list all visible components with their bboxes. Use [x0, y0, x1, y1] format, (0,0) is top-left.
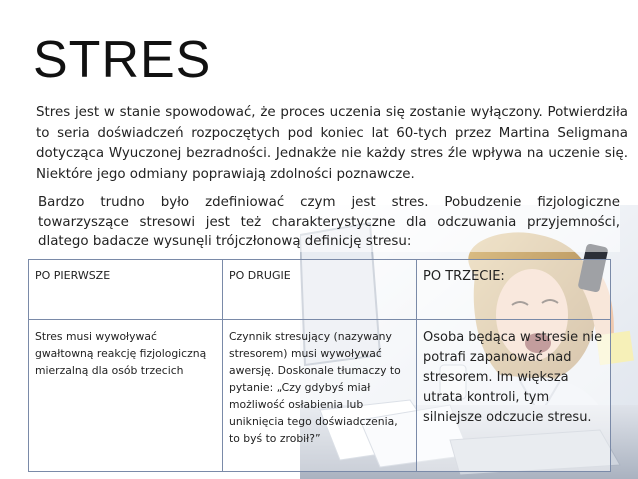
table-header-row	[29, 260, 611, 320]
cell-second: Czynnik stresujący (nazywany stresorem) musi wywoływać awersję. Doskonale tłumaczy to pytanie: „Czy gdybyś miał możliwość osłabienia lub uniknięcia tego doświadczenia, to byś to zrobił?”	[223, 320, 417, 472]
header-first: PO PIERWSZE	[29, 260, 223, 320]
stress-definition-table	[28, 259, 611, 472]
table-row	[29, 320, 611, 472]
header-third: PO TRZECIE:	[417, 260, 611, 320]
intro-paragraph: Stres jest w stanie spowodować, że proces uczenia się zostanie wyłączony. Potwierdziła to seria doświadczeń rozpoczętych pod koniec lat 60-tych przez Martina Seligmana dotycząca Wyuczonej bezradności. Jednakże nie każdy stres źle wpływa na uczenie się. Niektóre jego odmiany poprawiają zdolności poznawcze.	[36, 105, 628, 182]
cell-first: Stres musi wywoływać gwałtowną reakcję fizjologiczną mierzalną dla osób trzecich	[29, 320, 223, 472]
cell-third: Osoba będąca w stresie nie potrafi zapanować nad stresorem. Im większa utrata kontroli, tym silniejsze odczucie stresu.	[417, 320, 611, 472]
definition-paragraph: Bardzo trudno było zdefiniować czym jest stres. Pobudzenie fizjologiczne towarzyszące stresowi jest też charakterystyczne dla odczuwania przyjemności, dlatego badacze wysunęli trójczłonową definicję stresu:	[38, 193, 620, 252]
header-second: PO DRUGIE	[223, 260, 417, 320]
slide-title: STRES	[33, 31, 212, 89]
